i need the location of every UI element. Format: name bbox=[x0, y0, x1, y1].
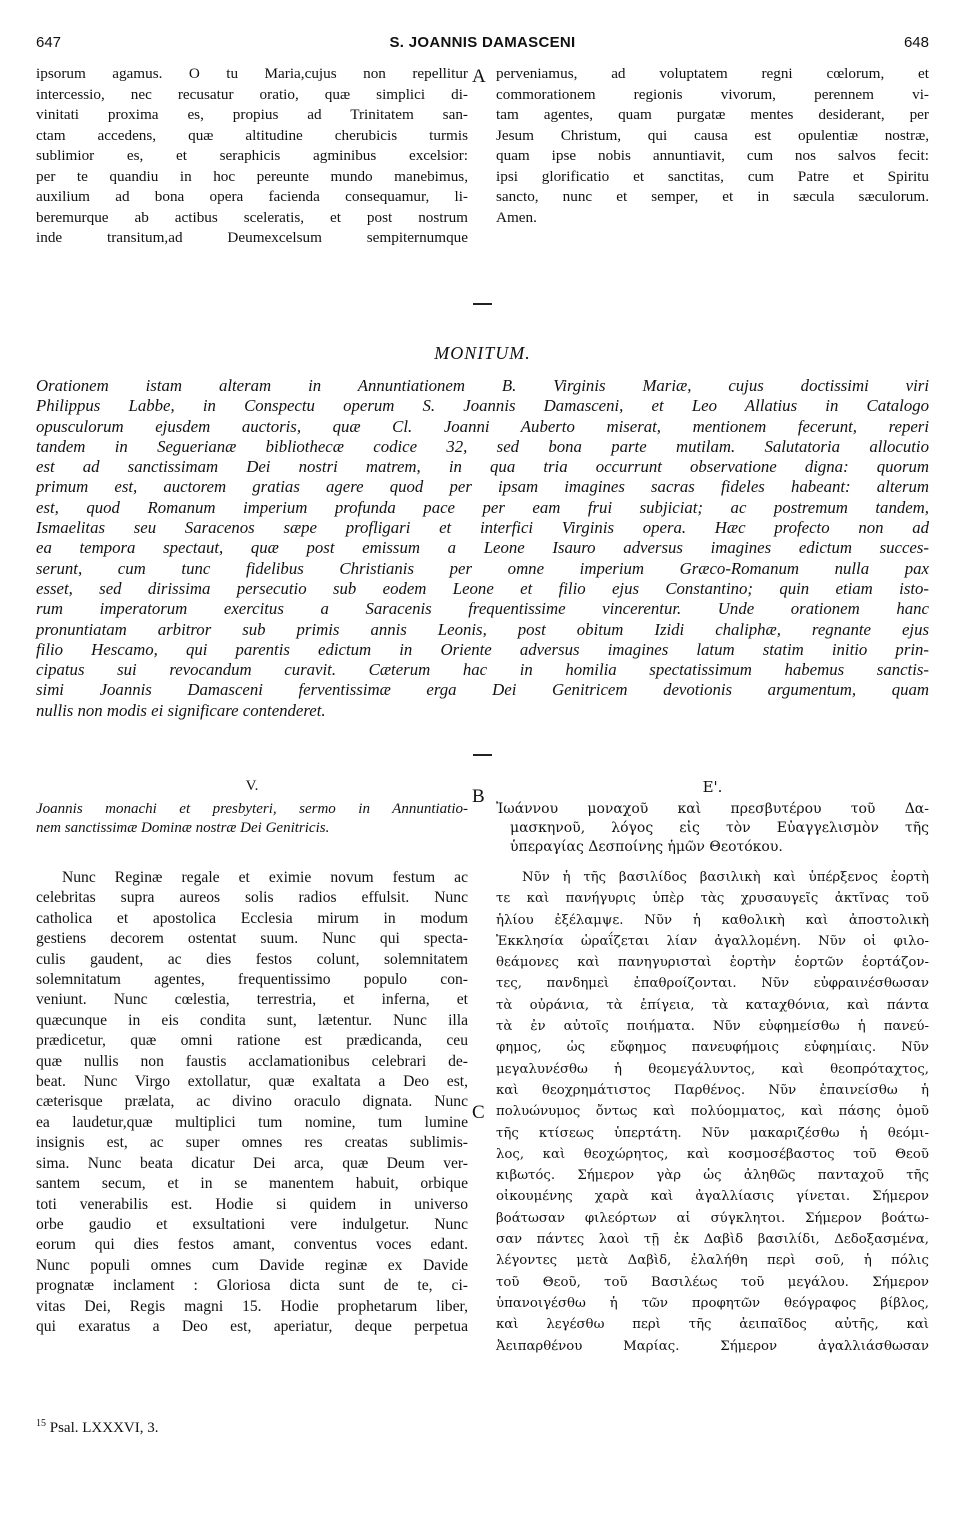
text-line: auxilium ad bona opera facienda consequamur, li- bbox=[36, 188, 468, 205]
section-number-greek: Ε'. bbox=[702, 778, 723, 796]
text-line: cæterisque prælata, ac divino oraculo dignata. Nunc bbox=[36, 1093, 468, 1111]
text-line: cipatus sui revocandum curavit. Cæterum hac in homilia spectatissimum habemus sanctis- bbox=[36, 660, 929, 680]
text-line: ea tempora spectaut, quæ post emissum a Leone Isauro adversus imagines edictum succes- bbox=[36, 538, 929, 558]
text-line: solemnitatum agentes, frequentissimo populo con- bbox=[36, 971, 468, 989]
text-line: ipsi glorificatio et sanctitas, cum Patre et Spiritu bbox=[496, 167, 929, 185]
text-line: τες, πανδημεὶ ἐπαθροίζονται. Νῦν εὐφραινέσθωσαν bbox=[496, 976, 929, 992]
monitum-title: MONITUM. bbox=[434, 343, 531, 363]
text-line: toti venerabilis est. Hodie si quidem in universo bbox=[36, 1195, 468, 1213]
text-line: Amen. bbox=[496, 208, 537, 226]
text-line: per te quandiu in hoc pereunte mundo manebimus, bbox=[36, 167, 468, 185]
footnote-marker: 15 bbox=[36, 1418, 46, 1429]
text-line: καὶ λεγέσθω περὶ τῆς ἀειπαῖδος αὐτῆς, καὶ bbox=[496, 1317, 929, 1333]
section-body-greek bbox=[496, 867, 929, 1357]
text-line: intercessio, nec recusatur oratio, quæ simplici di- bbox=[36, 85, 468, 103]
text-line: vitas Dei, Regis magni 15. Hodie prophetarum liber, bbox=[36, 1297, 468, 1315]
text-line: μασκηνοῦ, λόγος εἰς τὸν Εὐαγγελισμὸν τῆς bbox=[510, 820, 929, 836]
text-line: nem sanctissimæ Dominæ nostræ Dei Genitricis. bbox=[36, 820, 330, 836]
text-line: orbe gaudio et exsultationi vere indulgetur. Nunc bbox=[36, 1215, 468, 1233]
text-line: eorum qui dies festos amant, conventus voces edant. bbox=[36, 1236, 468, 1254]
text-line: Nunc Reginæ regale et eximie novum festum ac bbox=[62, 869, 468, 886]
text-line: ἡλίου ἐξέλαμψε. Νῦν ἡ καθολικὴ καὶ ἀποστολικὴ bbox=[496, 912, 929, 928]
page-number-right: 648 bbox=[903, 34, 929, 51]
section-title-greek bbox=[496, 800, 929, 857]
margin-mark-b: B bbox=[472, 786, 485, 807]
text-line: est, quod Romanum imperium profunda pace per eam frui subjiciat; ac postremum tandem, bbox=[36, 497, 929, 517]
text-line: Nunc populi omnes cum Davide reginæ ex Davide bbox=[36, 1256, 468, 1274]
text-line: τε καὶ πανήγυρις ὑπὲρ τὰς χρυσαυγεῖς ἀκτῖνας τοῦ bbox=[496, 891, 929, 907]
page-number-left: 647 bbox=[36, 34, 62, 51]
text-line: οἰκουμένης χαρὰ καὶ ἀγαλλίασις γίνεται. Σήμερον bbox=[496, 1189, 929, 1205]
text-line: rum imperatorum exercitus a Saracenis frequentissime vincerentur. Unde orationem hanc bbox=[36, 599, 929, 619]
text-line: prognatæ inclament : Gloriosa dicta sunt de te, ci- bbox=[36, 1277, 468, 1295]
text-line: commorationem regionis vivorum, perennem vi- bbox=[496, 85, 929, 103]
text-line: ipsorum agamus. O tu Maria,cujus non repellitur bbox=[36, 65, 468, 82]
text-line: celebritas supra aureos solis radios effulsit. Nunc bbox=[36, 889, 468, 907]
text-line: quæ nullis non faustis acclamationibus celebrari de- bbox=[36, 1052, 468, 1070]
top-left-column bbox=[36, 64, 468, 249]
text-line: ctam accedens, quæ altitudine cherubicis turmis bbox=[36, 126, 468, 144]
text-line: φημος, ὡς εὔφημος πανευφήμοις εὐφημίαις. Νῦν bbox=[496, 1040, 929, 1056]
separator-dash bbox=[473, 303, 492, 305]
margin-mark-c: C bbox=[472, 1102, 485, 1123]
text-line: catholica et apostolica Ecclesia mirum in modum bbox=[36, 909, 468, 927]
text-line: σαν πάντες λαοὶ τῇ ἐκ Δαβὶδ βασιλίδι, Δεδοξασμένα, bbox=[496, 1232, 929, 1248]
monitum-text bbox=[36, 376, 929, 721]
text-line: πολυώνυμος ὄντως καὶ πολύομματος, καὶ πάσης ὁμοῦ bbox=[496, 1104, 929, 1120]
section-title-latin bbox=[36, 800, 468, 838]
footnote bbox=[36, 1418, 159, 1437]
text-line: perveniamus, ad voluptatem regni cœlorum, et bbox=[496, 65, 929, 82]
text-line: simi Joannis Damasceni ferventissimæ erga Dei Genitricem devotionis argumentum, quam bbox=[36, 680, 929, 700]
text-line: μεγαλυνέσθω ἡ θεομεγάλυντος, καὶ θεοπρόταχτος, bbox=[496, 1061, 929, 1077]
text-line: θεάμονες καὶ πανηγυρισταὶ ἑορτὴν ἑορτῶν ἑορτάζον- bbox=[496, 955, 929, 971]
text-line: beat. Nunc Virgo extollatur, quæ exaltata a Deo est, bbox=[36, 1073, 468, 1091]
text-line: Ismaelitas seu Saracenos sæpe profligari et interfici Virginis opera. Hæc profecto non ad bbox=[36, 518, 929, 538]
text-line: τοῦ Θεοῦ, τοῦ Βασιλέως τοῦ μεγάλου. Σήμερον bbox=[496, 1274, 929, 1290]
text-line: opusculorum ejusdem auctoris, quæ Cl. Joanni Auberto miserat, mentionem fecerunt, reperi bbox=[36, 416, 929, 436]
text-line: pronuntiatam arbitror sub primis annis Leonis, post obitum Izidi chaliphæ, regnante ejus bbox=[36, 619, 929, 639]
top-right-column bbox=[496, 64, 929, 228]
text-line: primum est, auctorem gratias agere quod per ipsam imagines sacras fideles habeant: alterum bbox=[36, 477, 929, 497]
text-line: nullis non modis ei significare contenderet. bbox=[36, 700, 326, 720]
section-body-latin bbox=[36, 868, 468, 1337]
text-line: Orationem istam alteram in Annuntiationem B. Virginis Mariæ, cujus doctissimi viri bbox=[36, 376, 929, 395]
text-line: Νῦν ἡ τῆς βασιλίδος βασιλικὴ καὶ ὑπέρξενος ἑορτὴ bbox=[522, 870, 929, 885]
footnote-text: Psal. LXXXVI, 3. bbox=[49, 1420, 159, 1436]
text-line: τῆς κτίσεως ὑπερτάτη. Νῦν μακαριζέσθω ἡ θεόμι- bbox=[496, 1125, 929, 1141]
text-line: est ad sanctissimam Dei nostri matrem, in qua tria occurrunt observatione digna: quorum bbox=[36, 457, 929, 477]
text-line: Ἀειπαρθένου Μαρίας. Σήμερον ἀγαλλιάσθωσαν bbox=[496, 1338, 929, 1354]
text-line: Ἰωάννου μοναχοῦ καὶ πρεσβυτέρου τοῦ Δα- bbox=[496, 801, 929, 817]
text-line: βοάτωσαν φιλεόρτων αἱ σύγκλητοι. Σήμερον βοάτω- bbox=[496, 1210, 929, 1226]
running-header bbox=[36, 34, 929, 58]
text-line: Philippus Labbe, in Conspectu operum S. Joannis Damasceni, et Leo Allatius in Catalogo bbox=[36, 396, 929, 416]
section-number-latin: V. bbox=[245, 778, 259, 794]
text-line: quam ipse nobis annuntiavit, cum nos salvos fecit: bbox=[496, 147, 929, 164]
text-line: qui exaratus a Deo est, aperiatur, deque perpetua bbox=[36, 1317, 468, 1335]
text-line: inde transitum,ad Deumexcelsum sempiternumque bbox=[36, 229, 468, 246]
text-line: κιβωτός. Σήμερον γὰρ ὡς ἀληθῶς πανταχοῦ τῆς bbox=[496, 1168, 929, 1184]
separator-dash bbox=[473, 754, 492, 756]
text-line: insignis est, ac super omnes res creatas sublimis- bbox=[36, 1134, 468, 1152]
text-line: sublimior es, et seraphicis agminibus excelsior: bbox=[36, 147, 468, 164]
text-line: τὰ οὐράνια, τὰ ἐπίγεια, τὰ καταχθόνια, καὶ πάντα bbox=[496, 997, 929, 1013]
text-line: λέγοντες μετὰ Δαβὶδ, ἐλαλήθη περὶ σοῦ, ἡ πόλις bbox=[496, 1253, 929, 1269]
text-line: quæcunque in eis condita sunt, lætentur. Nunc illa bbox=[36, 1011, 468, 1029]
text-line: esset, sed dirissima persecutio sub eodem Leone et filio ejus Constantino; quin etiam isto- bbox=[36, 578, 929, 598]
text-line: sancto, nunc et semper, et in sæcula sæculorum. bbox=[496, 188, 929, 205]
text-line: λος, καὶ θεοχώρητος, καὶ κοσμοσέβαστος τοῦ Θεοῦ bbox=[496, 1146, 929, 1162]
margin-mark-a: A bbox=[472, 66, 486, 87]
text-line: sima. Nunc beata dicatur Dei arca, quæ Deum ver- bbox=[36, 1154, 468, 1172]
text-line: Joannis monachi et presbyteri, sermo in Annuntiatio- bbox=[36, 801, 468, 817]
text-line: ὑπεραγίας Δεσποίνης ἡμῶν Θεοτόκου. bbox=[510, 839, 783, 855]
text-line: beremurque ab actibus sceleratis, et post nostrum bbox=[36, 208, 468, 226]
text-line: veniunt. Nunc cœlestia, terrestria, et inferna, et bbox=[36, 991, 468, 1009]
text-line: culis gaudent, ac dies festos colunt, solemnitatem bbox=[36, 950, 468, 968]
running-title: S. JOANNIS DAMASCENI bbox=[389, 34, 576, 51]
text-line: tandem in Seguerianæ bibliothecæ codice 32, sed bona parte mutilam. Salutatoria allocutio bbox=[36, 436, 929, 456]
text-line: serunt, cum tunc fidelibus Christianis per omne imperium Græco-Romanum nulla pax bbox=[36, 558, 929, 578]
text-line: ὑπανοιγέσθω ἡ τῶν προφητῶν θεόγραφος βίβλος, bbox=[496, 1295, 929, 1311]
text-line: Jesum Christum, qui causa est opulentiæ nostræ, bbox=[496, 126, 929, 144]
text-line: tam agentes, quam purgatæ mentes desiderant, per bbox=[496, 106, 929, 123]
text-line: ea laudetur,quæ multiplici tum nomine, tum lumine bbox=[36, 1113, 468, 1131]
text-line: filio Hescamo, qui parentis edictum in Oriente adversus imagines latum statim initio prin- bbox=[36, 639, 929, 659]
text-line: gestiens decorem ostentat suum. Nunc qui specta- bbox=[36, 930, 468, 948]
text-line: καὶ θεοχρημάτιστος Παρθένος. Νῦν ἐπαινείσθω ἡ bbox=[496, 1082, 929, 1098]
text-line: vinitati proxima es, propius ad Trinitatem san- bbox=[36, 106, 468, 123]
text-line: τὰ ἐν αὐτοῖς ποιήματα. Νῦν εὐφημείσθω ἡ πανεύ- bbox=[496, 1019, 929, 1035]
text-line: prædicetur, quæ omni ratione est prædicanda, ceu bbox=[36, 1032, 468, 1050]
text-line: santem secum, et in se manentem habuit, orbique bbox=[36, 1175, 468, 1193]
text-line: Ἐκκλησία ὡραΐζεται λίαν ἀγαλλομένη. Νῦν οἱ φιλο- bbox=[496, 933, 929, 949]
